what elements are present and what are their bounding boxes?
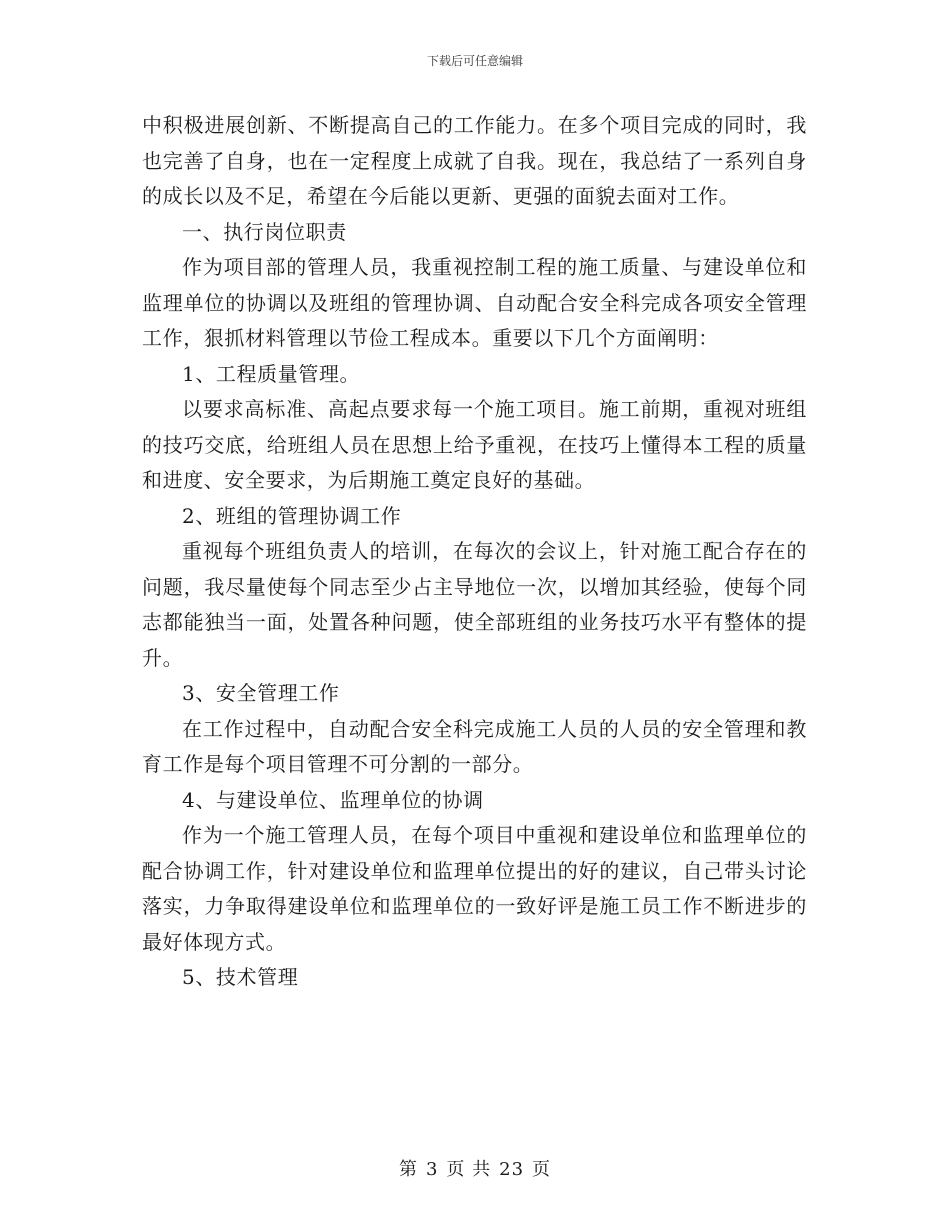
paragraph: 作为项目部的管理人员，我重视控制工程的施工质量、与建设单位和监理单位的协调以及班组的管理协调、自动配合安全科完成各项安全管理工作，狠抓材料管理以节俭工程成本。重要以下几个方面阐明： <box>142 255 807 350</box>
subsection-heading: 2、班组的管理协调工作 <box>182 503 402 528</box>
subsection-heading: 1、工程质量管理。 <box>182 361 361 386</box>
paragraph: 作为一个施工管理人员，在每个项目中重视和建设单位和监理单位的配合协调工作，针对建设单位和监理单位提出的好的建议，自己带头讨论落实，力争取得建设单位和监理单位的一致好评是施工员工作不断进步的最好体现方式。 <box>142 823 807 954</box>
paragraph: 在工作过程中，自动配合安全科完成施工人员的人员的安全管理和教育工作是每个项目管理不可分割的一部分。 <box>142 716 807 776</box>
total-page-count: 23 <box>499 1159 525 1180</box>
subsection-heading: 3、安全管理工作 <box>182 681 340 705</box>
current-page-number: 3 <box>425 1159 439 1180</box>
page-footer <box>0 1155 950 1181</box>
section-heading: 一、执行岗位职责 <box>182 219 347 244</box>
paragraph: 重视每个班组负责人的培训，在每次的会议上，针对施工配合存在的问题，我尽量使每个同志至少占主导地位一次，以增加其经验，使每个同志都能独当一面，处置各种问题，使全部班组的业务技巧水平有整体的提升。 <box>142 539 807 670</box>
subsection-heading: 5、技术管理 <box>182 965 299 989</box>
page-header-note: 下载后可任意编辑 <box>426 54 523 68</box>
paragraph: 中积极进展创新、不断提高自己的工作能力。在多个项目完成的同时，我也完善了自身，也在一定程度上成就了自我。现在，我总结了一系列自身的成长以及不足，希望在今后能以更新、更强的面貌去面对工作。 <box>142 113 807 208</box>
paragraph: 以要求高标准、高起点要求每一个施工项目。施工前期，重视对班组的技巧交底，给班组人员在思想上给予重视，在技巧上懂得本工程的质量和进度、安全要求，为后期施工奠定良好的基础。 <box>142 397 807 492</box>
subsection-heading: 4、与建设单位、监理单位的协调 <box>182 787 484 812</box>
footer-middle: 页 共 <box>446 1159 492 1180</box>
footer-prefix: 第 <box>398 1159 418 1180</box>
footer-suffix: 页 <box>532 1159 552 1180</box>
document-body <box>142 108 807 996</box>
